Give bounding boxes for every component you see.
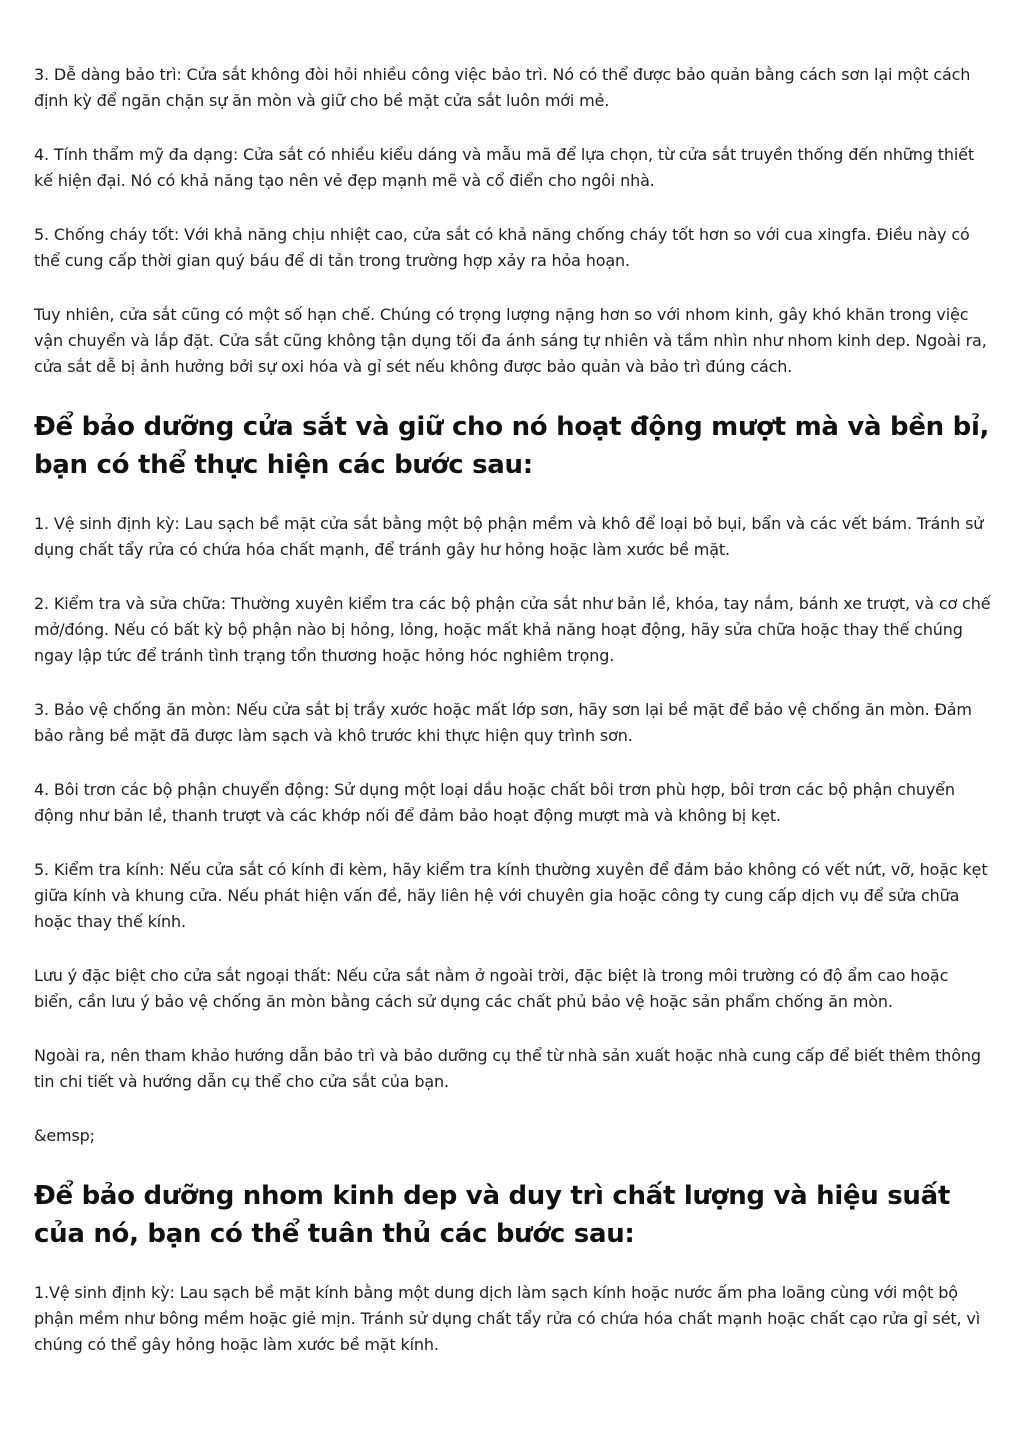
paragraph-step-lubrication: 4. Bôi trơn các bộ phận chuyển động: Sử dụng một loại dầu hoặc chất bôi trơn phù hợp, bôi trơn các bộ phận chuyển động như bản lề, thanh trượt và các khớp nối để đảm bảo hoạt động mượt mà và không bị kẹt. xyxy=(34,780,955,825)
paragraph-emsp-literal: &emsp; xyxy=(34,1126,95,1145)
paragraph-exterior-note: Lưu ý đặc biệt cho cửa sắt ngoại thất: Nếu cửa sắt nằm ở ngoài trời, đặc biệt là trong môi trường có độ ẩm cao hoặc biển, cần lưu ý bảo vệ chống ăn mòn bằng cách sử dụng các chất phủ bảo vệ hoặc sản phẩm chống ăn mòn. xyxy=(34,966,949,1011)
paragraph-step-inspection: 2. Kiểm tra và sửa chữa: Thường xuyên kiểm tra các bộ phận cửa sắt như bản lề, khóa, tay nắm, bánh xe trượt, và cơ chế mở/đóng. Nếu có bất kỳ bộ phận nào bị hỏng, lỏng, hoặc mất khả năng hoạt động, hãy sửa chữa hoặc thay thế chúng ngay lập tức để tránh tình trạng tổn thương hoặc hỏng hóc nghiêm trọng. xyxy=(34,594,991,665)
paragraph-manufacturer-guide: Ngoài ra, nên tham khảo hướng dẫn bảo trì và bảo dưỡng cụ thể từ nhà sản xuất hoặc nhà cung cấp để biết thêm thông tin chi tiết và hướng dẫn cụ thể cho cửa sắt của bạn. xyxy=(34,1046,981,1091)
heading-iron-door-maintenance: Để bảo dưỡng cửa sắt và giữ cho nó hoạt động mượt mà và bền bỉ, bạn có thể thực hiện các bước sau: xyxy=(34,412,990,480)
paragraph-aesthetics: 4. Tính thẩm mỹ đa dạng: Cửa sắt có nhiều kiểu dáng và mẫu mã để lựa chọn, từ cửa sắt truyền thống đến những thiết kế hiện đại. Nó có khả năng tạo nên vẻ đẹp mạnh mẽ và cổ điển cho ngôi nhà. xyxy=(34,145,974,190)
paragraph-step-corrosion: 3. Bảo vệ chống ăn mòn: Nếu cửa sắt bị trầy xước hoặc mất lớp sơn, hãy sơn lại bề mặt để bảo vệ chống ăn mòn. Đảm bảo rằng bề mặt đã được làm sạch và khô trước khi thực hiện quy trình sơn. xyxy=(34,700,972,745)
paragraph-maintenance-ease: 3. Dễ dàng bảo trì: Cửa sắt không đòi hỏi nhiều công việc bảo trì. Nó có thể được bảo quản bằng cách sơn lại một cách định kỳ để ngăn chặn sự ăn mòn và giữ cho bề mặt cửa sắt luôn mới mẻ. xyxy=(34,65,971,110)
paragraph-glass-cleaning: 1.Vệ sinh định kỳ: Lau sạch bề mặt kính bằng một dung dịch làm sạch kính hoặc nước ấm pha loãng cùng với một bộ phận mềm như bông mềm hoặc giẻ mịn. Tránh sử dụng chất tẩy rửa có chứa hóa chất mạnh hoặc chất cạo rửa gỉ sét, vì chúng có thể gây hỏng hoặc làm xước bề mặt kính. xyxy=(34,1283,981,1354)
paragraph-limitations: Tuy nhiên, cửa sắt cũng có một số hạn chế. Chúng có trọng lượng nặng hơn so với nhom kinh, gây khó khăn trong việc vận chuyển và lắp đặt. Cửa sắt cũng không tận dụng tối đa ánh sáng tự nhiên và tầm nhìn như nhom kinh dep. Ngoài ra, cửa sắt dễ bị ảnh hưởng bởi sự oxi hóa và gỉ sét nếu không được bảo quản và bảo trì đúng cách. xyxy=(34,305,987,376)
document-page xyxy=(34,62,992,1386)
paragraph-fire-resistance: 5. Chống cháy tốt: Với khả năng chịu nhiệt cao, cửa sắt có khả năng chống cháy tốt hơn so với cua xingfa. Điều này có thể cung cấp thời gian quý báu để di tản trong trường hợp xảy ra hỏa hoạn. xyxy=(34,225,970,270)
paragraph-step-glass-check: 5. Kiểm tra kính: Nếu cửa sắt có kính đi kèm, hãy kiểm tra kính thường xuyên để đảm bảo không có vết nứt, vỡ, hoặc kẹt giữa kính và khung cửa. Nếu phát hiện vấn đề, hãy liên hệ với chuyên gia hoặc công ty cung cấp dịch vụ để sửa chữa hoặc thay thế kính. xyxy=(34,860,988,931)
heading-aluminum-glass-maintenance: Để bảo dưỡng nhom kinh dep và duy trì chất lượng và hiệu suất của nó, bạn có thể tuân thủ các bước sau: xyxy=(34,1181,951,1249)
paragraph-step-cleaning: 1. Vệ sinh định kỳ: Lau sạch bề mặt cửa sắt bằng một bộ phận mềm và khô để loại bỏ bụi, bẩn và các vết bám. Tránh sử dụng chất tẩy rửa có chứa hóa chất mạnh, để tránh gây hư hỏng hoặc làm xước bề mặt. xyxy=(34,514,984,559)
